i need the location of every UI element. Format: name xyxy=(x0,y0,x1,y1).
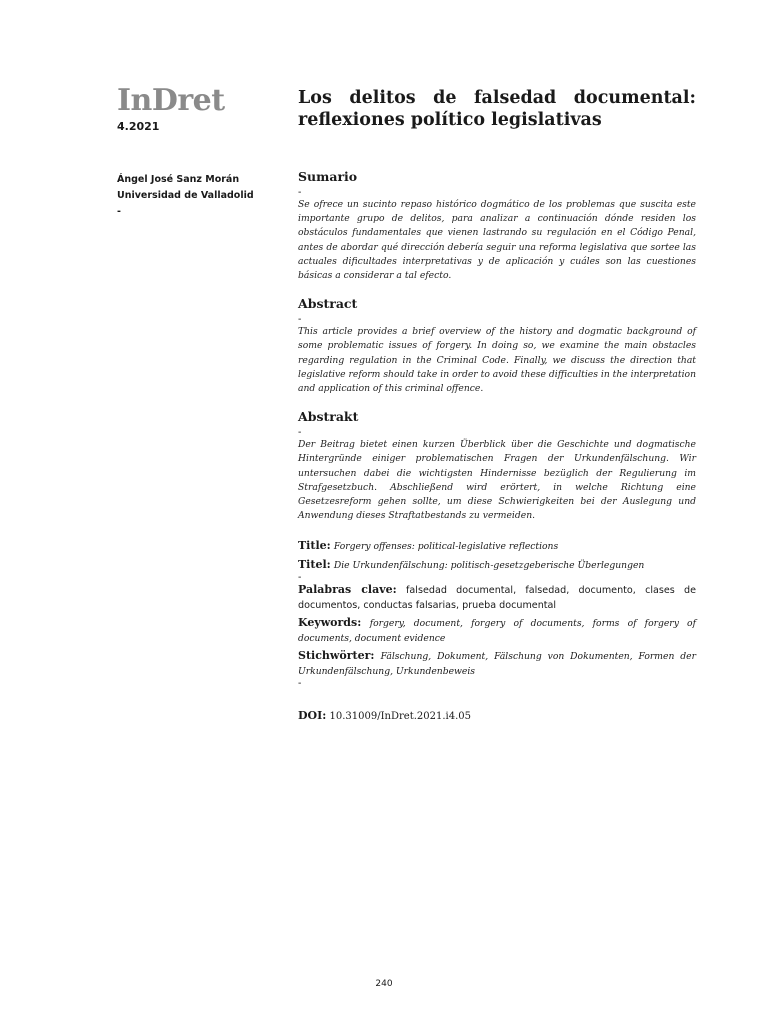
issue-number: 4.2021 xyxy=(117,120,160,133)
sumario-separator: - xyxy=(298,187,302,198)
keywords-line xyxy=(298,616,696,646)
left-column xyxy=(117,84,277,220)
title-en-value: Forgery offenses: political-legislative reflections xyxy=(333,541,559,553)
title-de-value: Die Urkundenfälschung: politisch-gesetzgeberische Überlegungen xyxy=(333,559,645,571)
stichwoerter-label: Stichwörter: xyxy=(298,649,375,663)
abstract-text: This article provides a brief overview of the history and dogmatic background of some problematic issues of forgery. In doing so, we examine the main obstacles regarding regulation in the Criminal Code. Finally, we discuss the direction that legislative reform should take in order to avoid these difficulties in the interpretation and application of this criminal offence. xyxy=(298,326,696,395)
title-en-line xyxy=(298,539,696,555)
title-en-label: Title: xyxy=(298,539,331,553)
palabras-clave-label: Palabras clave: xyxy=(298,583,397,597)
abstrakt-heading: Abstrakt xyxy=(298,409,359,425)
abstrakt-separator: - xyxy=(298,427,302,439)
title-de-label: Titel: xyxy=(298,557,331,571)
abstract-section xyxy=(298,296,696,396)
doi-value[interactable]: 10.31009/InDret.2021.i4.05 xyxy=(329,711,471,723)
meta-separator-2: - xyxy=(298,678,302,690)
journal-logo: InDret xyxy=(117,83,225,118)
sumario-heading: Sumario xyxy=(298,169,358,184)
author-separator: - xyxy=(117,206,121,217)
keywords-label: Keywords: xyxy=(298,616,362,630)
sumario-section xyxy=(298,169,696,283)
title-de-line xyxy=(298,558,696,574)
abstrakt-text: Der Beitrag bietet einen kurzen Überblick über die Geschichte und dogmatische Hintergründe einiger problematischen Fragen der Urkundenfälschung. Wir untersuchen dabei die wichtigsten Hindernisse bezüglich der Regulierung im Strafgesetzbuch. Abschließend wird erörtert, in welche Richtung eine Gesetzesreform gehen sollte, um diese Schwierigkeiten bei der Auslegung und Anwendung dieses Straftatbestands zu vermeiden. xyxy=(298,439,696,522)
article-title: Los delitos de falsedad documental: reflexiones político legislativas xyxy=(298,88,696,130)
palabras-clave-line xyxy=(298,583,696,613)
keywords-value: forgery, document, forgery of documents, forms of forgery of documents, document evidence xyxy=(298,618,696,644)
sumario-text: Se ofrece un sucinto repaso histórico dogmático de los problemas que suscita este importante grupo de delitos, para analizar a continuación dónde residen los obstáculos fundamentales que vienen lastrando su regulación en el Código Penal, antes de abordar qué dirección debería seguir una reforma legislativa que sortee las actuales dificultades interpretativas y de aplicación y cuáles son las cuestiones básicas a considerar a tal efecto. xyxy=(298,199,696,282)
abstract-separator: - xyxy=(298,314,302,326)
abstract-heading: Abstract xyxy=(298,296,358,312)
author-block xyxy=(117,172,277,220)
stichwoerter-value: Fälschung, Dokument, Fälschung von Dokumenten, Formen der Urkundenfälschung, Urkundenbeweis xyxy=(298,651,696,677)
author-affiliation: Universidad de Valladolid xyxy=(117,190,254,201)
abstrakt-section xyxy=(298,409,696,523)
main-column xyxy=(298,87,696,725)
stichwoerter-line xyxy=(298,649,696,679)
doi-line xyxy=(298,709,696,725)
meta-separator-1: - xyxy=(298,572,302,584)
palabras-clave-value: falsedad documental, falsedad, documento, clases de documentos, conductas falsarias, prueba documental xyxy=(298,585,696,611)
author-name: Ángel José Sanz Morán xyxy=(117,174,240,185)
page-number: 240 xyxy=(375,979,393,989)
metadata-section xyxy=(298,539,696,725)
doi-label: DOI: xyxy=(298,709,327,723)
